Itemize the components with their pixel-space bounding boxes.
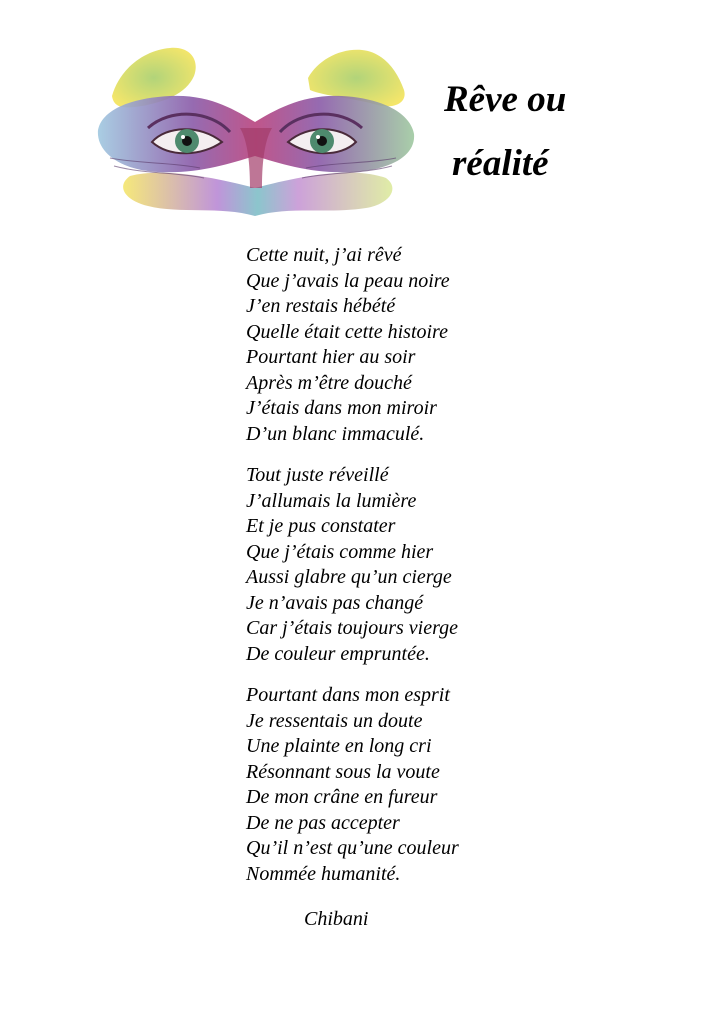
poem-line: Tout juste réveillé — [246, 464, 389, 486]
poem-line: J’étais dans mon miroir — [246, 397, 437, 419]
poem-line: Après m’être douché — [246, 371, 412, 394]
poem-line: Que j’avais la peau noire — [246, 269, 450, 292]
poem-line: Pourtant hier au soir — [246, 346, 416, 368]
stanza-3 — [246, 683, 606, 887]
poem-body — [246, 243, 606, 887]
poem-line: De couleur empruntée. — [246, 642, 430, 665]
stanza-2 — [246, 463, 606, 667]
poem-line: D’un blanc immaculé. — [246, 422, 425, 445]
poem-line: Pourtant dans mon esprit — [246, 684, 450, 706]
poem-line: Cette nuit, j’ai rêvé — [246, 244, 402, 266]
title-line-2: réalité — [452, 143, 549, 184]
title-line-1: Rêve ou — [444, 79, 567, 120]
poem-line: Quelle était cette histoire — [246, 320, 448, 343]
poem-line: Je n’avais pas changé — [246, 591, 424, 614]
poem-line: Nommée humanité. — [246, 862, 401, 885]
mask-eyes-illustration — [90, 38, 420, 228]
poem-line: De mon crâne en fureur — [246, 786, 438, 808]
poem-line: Résonnant sous la voute — [246, 760, 440, 783]
poem-line: Aussi glabre qu’un cierge — [246, 566, 452, 588]
poem-line: Qu’il n’est qu’une couleur — [246, 837, 459, 859]
poem-line: Une plainte en long cri — [246, 735, 432, 757]
poem-line: De ne pas accepter — [246, 811, 400, 834]
poem-line: J’allumais la lumière — [246, 489, 417, 512]
poem-line: J’en restais hébété — [246, 295, 396, 317]
author-signature: Chibani — [304, 908, 369, 930]
poem-line: Que j’étais comme hier — [246, 540, 434, 563]
poem-line: Je ressentais un doute — [246, 709, 423, 732]
stanza-1 — [246, 243, 606, 447]
poem-line: Et je pus constater — [246, 515, 396, 537]
poem-line: Car j’étais toujours vierge — [246, 617, 459, 639]
poem-title — [438, 68, 638, 196]
